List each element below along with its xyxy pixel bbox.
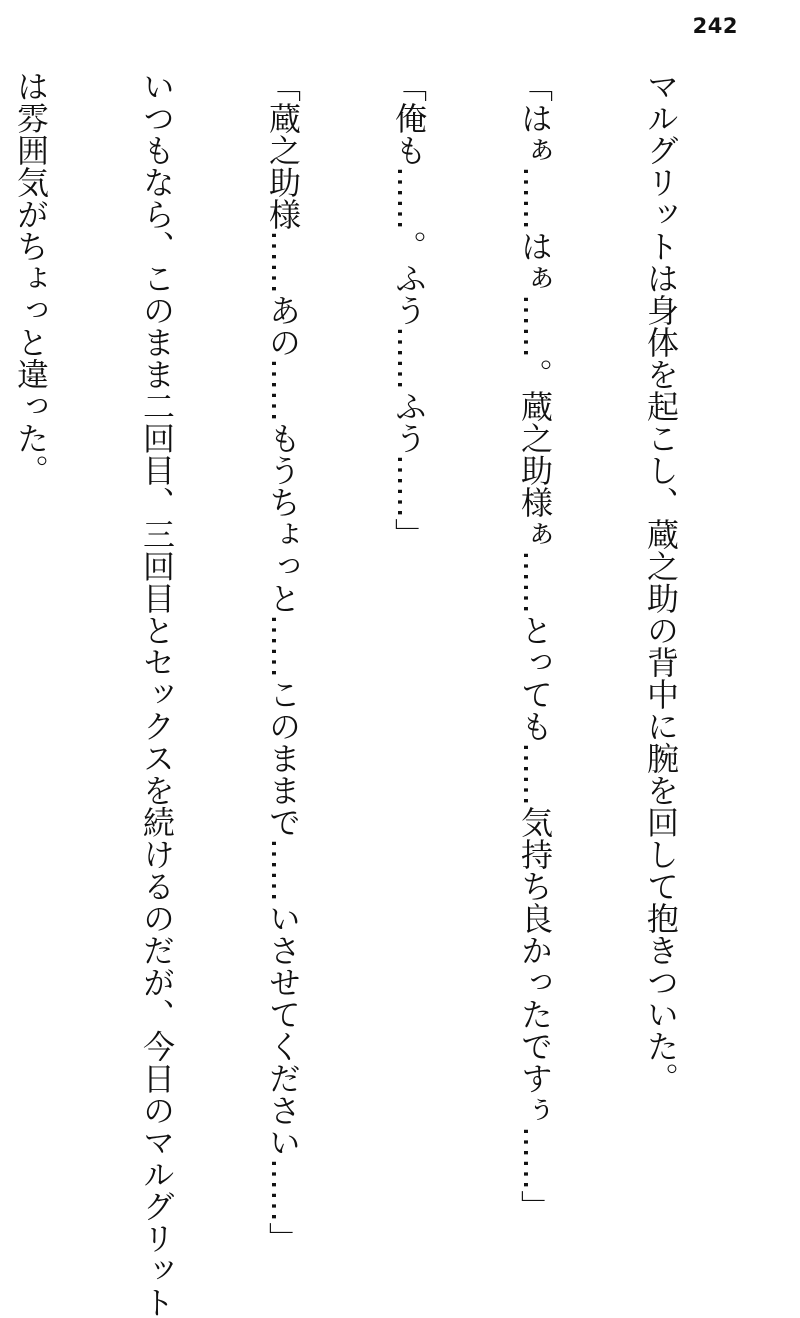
body-text (0, 70, 766, 1318)
text-line: 「蔵之助様……あの……もうちょっと……このままで……いさせてください……」 (264, 70, 302, 1254)
text-line: 「俺も……。ふう……ふう……」 (390, 70, 428, 550)
text-line: マルグリットは身体を起こし、蔵之助の背中に腕を回して抱きついた。 (642, 70, 680, 1094)
text-line: 「はぁ……はぁ……。蔵之助様ぁ……とっても……気持ち良かったですぅ……」 (516, 70, 554, 1222)
page-number: 242 (692, 14, 738, 38)
text-line: は雰囲気がちょっと違った。 (12, 70, 50, 486)
text-line: いつもなら、このまま二回目、三回目とセックスを続けるのだが、今日のマルグリット (138, 70, 176, 1318)
